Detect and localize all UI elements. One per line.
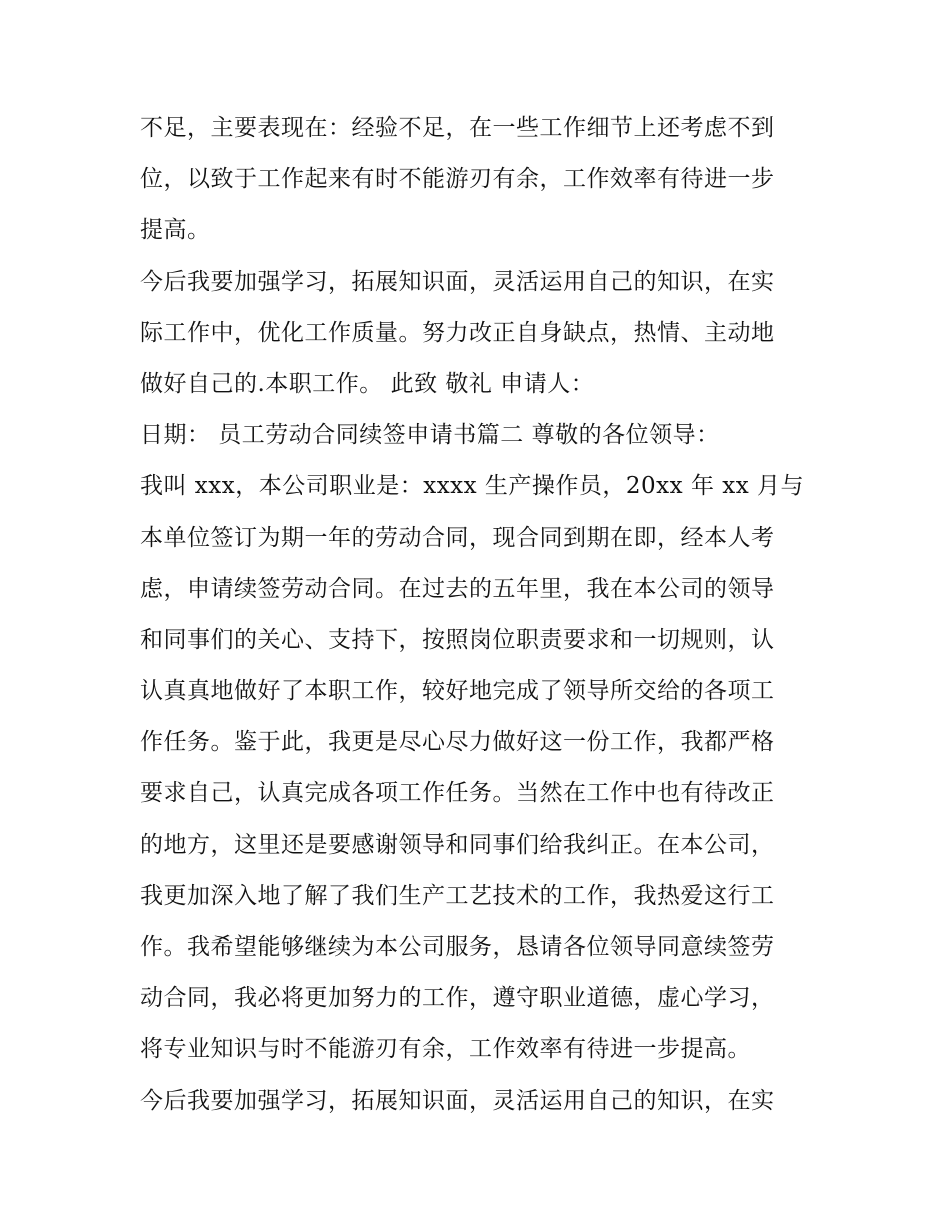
text-line-13: 作任务。鉴于此，我更是尽心尽力做好这一份工作，我都严格 [140, 729, 775, 756]
text-line-4: 今后我要加强学习，拓展知识面，灵活运用自己的知识，在实 [140, 268, 775, 295]
text-line-9: 本单位签订为期一年的劳动合同，现合同到期在即，经本人考 [140, 524, 775, 551]
text-line-15: 的地方，这里还是要感谢领导和同事们给我纠正。在本公司， [140, 831, 775, 858]
text-line-10: 虑，申请续签劳动合同。在过去的五年里，我在本公司的领导 [140, 575, 775, 602]
text-line-2: 位，以致于工作起来有时不能游刃有余，工作效率有待进一步 [140, 166, 775, 193]
text-line-16: 我更加深入地了解了我们生产工艺技术的工作，我热爱这行工 [140, 882, 775, 909]
text-line-5: 际工作中，优化工作质量。努力改正自身缺点，热情、主动地 [140, 319, 775, 346]
text-line-12: 认真真地做好了本职工作，较好地完成了领导所交给的各项工 [140, 678, 775, 705]
text-line-11: 和同事们的关心、支持下，按照岗位职责要求和一切规则，认 [140, 626, 775, 653]
text-line-6: 做好自己的.本职工作。 此致 敬礼 申请人： [140, 370, 595, 397]
text-line-17: 作。我希望能够继续为本公司服务，恳请各位领导同意续签劳 [140, 934, 775, 960]
text-line-8: 我叫 xxx，本公司职业是：xxxx 生产操作员，20xx 年 xx 月与 [140, 473, 805, 500]
document-body [140, 103, 820, 1127]
text-line-20: 今后我要加强学习，拓展知识面，灵活运用自己的知识，在实 [140, 1087, 775, 1114]
text-line-1: 不足，主要表现在：经验不足，在一些工作细节上还考虑不到 [140, 115, 775, 141]
text-line-14: 要求自己，认真完成各项工作任务。当然在工作中也有待改正 [140, 780, 775, 807]
text-line-19: 将专业知识与时不能游刃有余，工作效率有待进一步提高。 [140, 1036, 751, 1063]
text-line-3: 提高。 [140, 217, 211, 244]
text-line-18: 动合同，我必将更加努力的工作，遵守职业道德，虚心学习， [140, 985, 775, 1012]
text-line-7: 日期： 员工劳动合同续签申请书篇二 尊敬的各位领导： [140, 422, 720, 449]
